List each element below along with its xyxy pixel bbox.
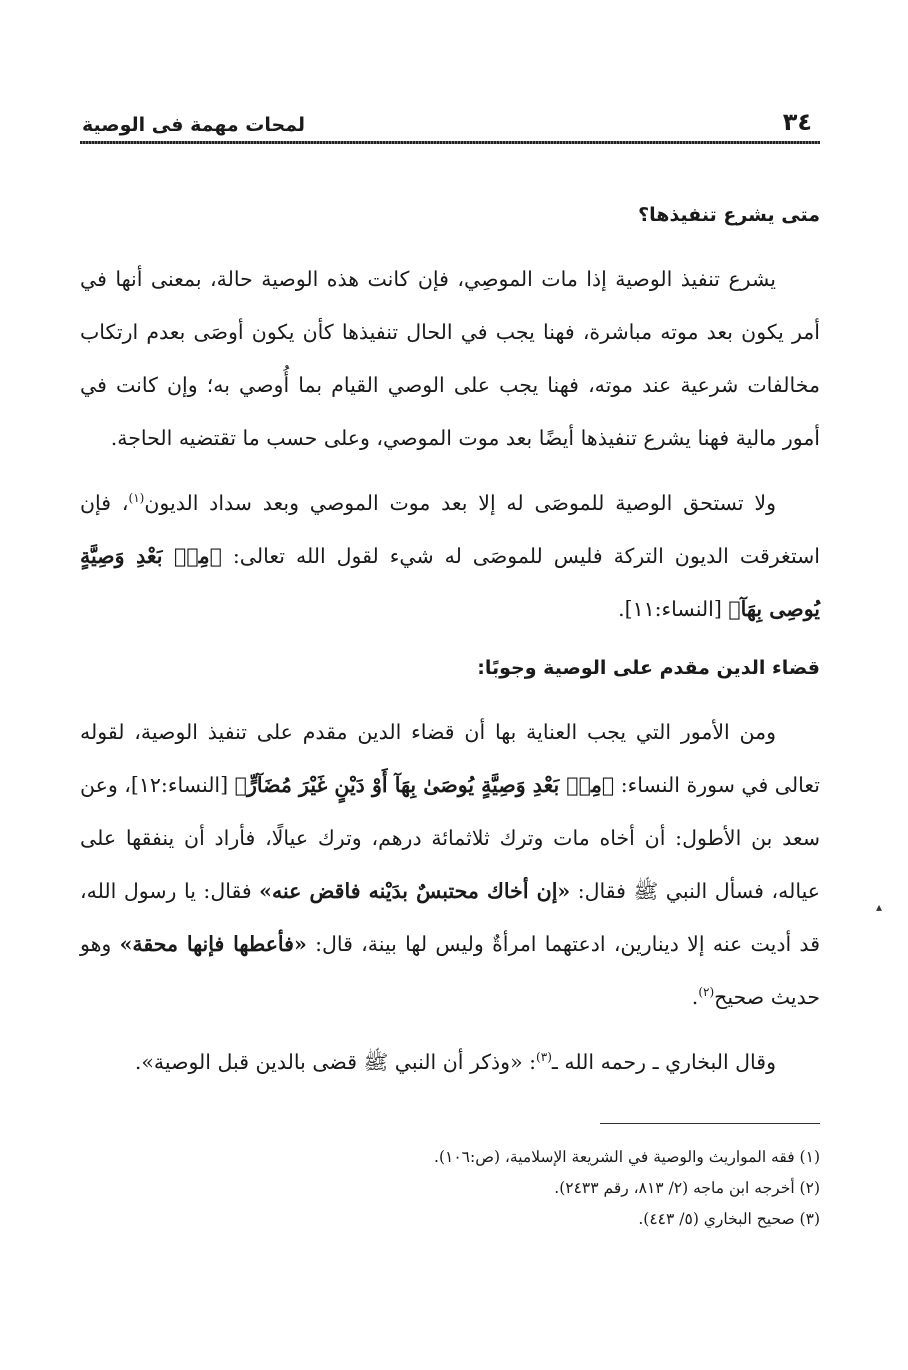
footnote-separator <box>600 1123 820 1124</box>
footnote-reference: (٣) <box>536 1050 552 1065</box>
footnote-reference: (١) <box>128 491 145 506</box>
footnote: (٢) أخرجه ابن ماجه (٢/ ٨١٣، رقم ٢٤٣٣). <box>554 1179 820 1197</box>
page-content <box>80 195 820 1101</box>
paragraph-text: [النساء:١٢]، وعن سعد بن الأطول: أن أخاه مات وترك ثلاثمائة درهم، وترك عيالًا، فأراد أن ينفقها على عياله، فسأل النبي ﷺ فقال: <box>80 773 820 903</box>
scan-mark: ▴ <box>876 900 883 914</box>
page-number: ٣٤ <box>782 108 812 136</box>
footnote: (٣) صحيح البخاري (٥/ ٤٤٣). <box>638 1210 820 1228</box>
paragraph-text: فقال: يا رسول الله، قد أديت عنه إلا دينارين، ادعتهما امرأةٌ وليس لها بينة، قال: <box>80 879 820 956</box>
running-header <box>80 96 820 136</box>
paragraph-text: : «وذكر أن النبي ﷺ قضى بالدين قبل الوصية». <box>134 1050 537 1074</box>
footnote-reference: (٢) <box>698 985 715 1000</box>
footnotes <box>80 1142 820 1235</box>
citation: [النساء:١١]. <box>618 597 729 621</box>
paragraph-text: . <box>691 985 699 1009</box>
paragraph-text: وقال البخاري ـ رحمه الله ـ <box>551 1050 776 1074</box>
quran-quote: ﴿مِنۢ بَعْدِ وَصِيَّةٍ يُوصَىٰ بِهَآ أَوْ دَيْنٍ غَيْرَ مُضَآرٍّ﴾ <box>234 773 615 797</box>
paragraph-text: يشرع تنفيذ الوصية إذا مات الموصِي، فإن كانت هذه الوصية حالة، بمعنى أنها في أمر يكون بعد موته مباشرة، فهنا يجب في الحال تنفيذها كأن يكون أوصَى بعدم ارتكاب مخالفات شرعية عند موته، فهنا يجب على الوصي القيام بما أُوصي به؛ وإن كانت في أمور مالية فهنا يشرع تنفيذها أيضًا بعد موت الموصي، وعلى حسب ما تقتضيه الحاجة. <box>80 267 820 450</box>
body-paragraph <box>80 477 820 636</box>
section-heading: متى يشرع تنفيذها؟ <box>638 204 820 226</box>
section-heading: قضاء الدين مقدم على الوصية وجوبًا: <box>477 657 820 679</box>
book-page <box>80 0 820 1370</box>
body-paragraph <box>80 1036 820 1089</box>
paragraph-text: ومن الأمور التي يجب العناية بها أن قضاء الدين مقدم على تنفيذ الوصية، لقوله تعالى في سورة النساء: <box>80 720 820 797</box>
header-rule <box>80 141 820 144</box>
footnote: (١) فقه المواريث والوصية في الشريعة الإسلامية، (ص:١٠٦). <box>434 1148 820 1166</box>
hadith-quote: «فأعطها فإنها محقة» <box>119 932 307 956</box>
paragraph-text: ولا تستحق الوصية للموصَى له إلا بعد موت الموصي وبعد سداد الديون <box>144 491 776 515</box>
quran-quote: ﴿مِنۢ بَعْدِ وَصِيَّةٍ يُوصِى بِهَآ﴾ <box>80 544 820 621</box>
body-paragraph <box>80 706 820 1024</box>
book-title: لمحات مهمة فى الوصية <box>82 114 306 136</box>
body-paragraph <box>80 253 820 465</box>
paragraph-text: ، فإن استغرقت الديون التركة فليس للموصَى له شيء لقول الله تعالى: <box>80 491 821 568</box>
hadith-quote: «إن أخاك محتبسٌ بدَيْنه فاقض عنه» <box>259 879 571 903</box>
paragraph-text: وهو حديث صحيح <box>80 932 820 1009</box>
